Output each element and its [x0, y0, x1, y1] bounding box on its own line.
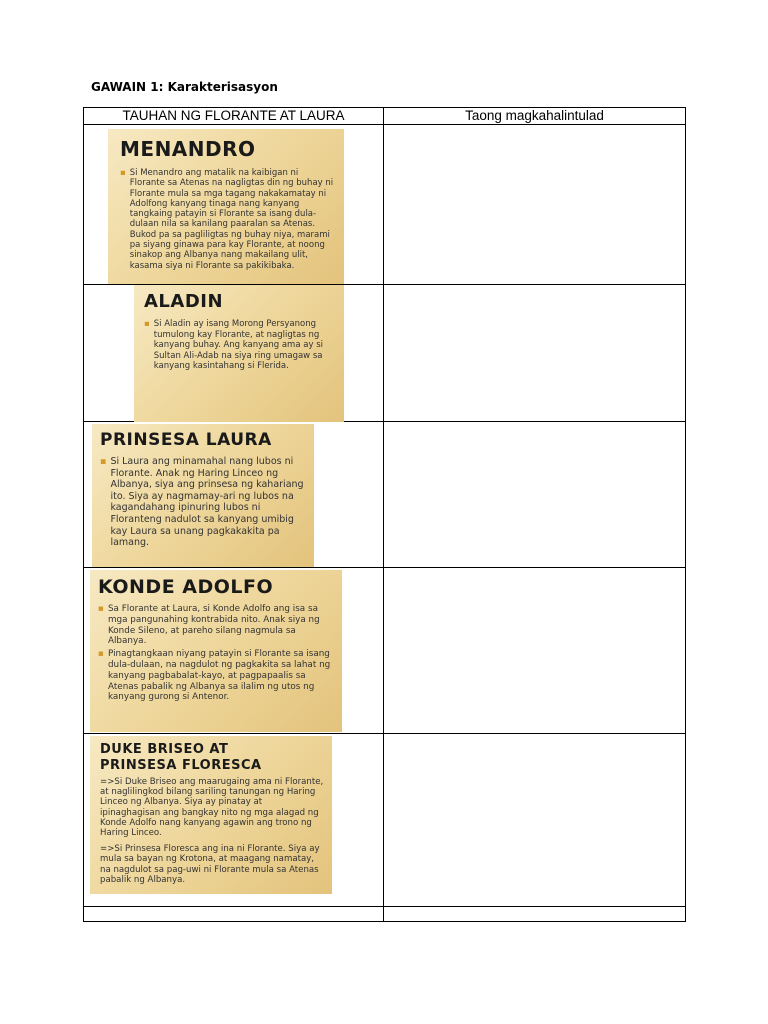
- bullet-icon: ▪: [144, 319, 150, 329]
- character-card-aladin: [134, 285, 344, 422]
- character-name: PRINSESA LAURA: [100, 430, 272, 450]
- character-name: KONDE ADOLFO: [98, 576, 274, 598]
- character-description: ▪ Si Laura ang minamahal nang lubos ni Florante. Anak ng Haring Linceo ng Albanya, siya ang prinsesa ng kahariang ito. Siya ay nagmamay-ari ng lubos na kagandahang ipinuring lubos ni Floranteng nadulot sa kanyang umibig kay Laura sa unang pagkakakita pa lamang.: [100, 456, 304, 549]
- counterpart-cell[interactable]: [384, 125, 686, 285]
- character-name: ALADIN: [144, 291, 224, 312]
- table-header-row: [84, 108, 686, 125]
- character-description: =>Si Prinsesa Floresca ang ina ni Florante. Siya ay mula sa bayan ng Krotona, at maagang namatay, na nagdulot sa pag-uwi ni Florante mula sa Atenas pabalik ng Albanya.: [100, 844, 320, 885]
- bullet-icon: ▪: [120, 168, 126, 178]
- character-name: DUKE BRISEO AT PRINSESA FLORESCA: [100, 742, 262, 773]
- character-name: MENANDRO: [120, 137, 256, 161]
- character-description: =>Si Duke Briseo ang maarugaing ama ni Florante, at naglilingkod bilang sariling tanungan ng Haring Linceo ng Albanya. Siya ay pinatay at ipinaghagisan ang bangkay nito ng mga alagad ng Konde Adolfo nang kanyang agawin ang trono ng Haring Linceo.: [100, 777, 324, 839]
- table-row: [84, 568, 686, 734]
- character-cell: [84, 734, 384, 907]
- table-row: [84, 734, 686, 907]
- column-header-characters: TAUHAN NG FLORANTE AT LAURA: [84, 108, 384, 125]
- character-description: ▪ Si Menandro ang matalik na kaibigan ni Florante sa Atenas na nagligtas din ng buhay ni Florante mula sa mga tagang nakakamatay ni Adolfong kanyang tinaga nang kanyang tangkaing patayin si Florante sa isang dula-dulaan nila sa kanilang paaralan sa Atenas. Bukod pa sa pagliligtas ng buhay niya, marami pa siyang ginawa para kay Florante, at noong sinakop ang Albanya nang makailang ulit, kasama siya ni Florante sa pakikibaka.: [120, 168, 334, 271]
- counterpart-cell[interactable]: [384, 734, 686, 907]
- column-header-counterpart: Taong magkahalintulad: [384, 108, 686, 125]
- bullet-icon: ▪: [98, 604, 104, 614]
- counterpart-cell[interactable]: [384, 907, 686, 922]
- character-description: ▪ Si Aladin ay isang Morong Persyanong tumulong kay Florante, at nagligtas ng kanyang buhay. Ang kanyang ama ay si Sultan Ali-Adab na siya ring umagaw sa kanyang kasintahang si Flerida.: [144, 319, 323, 371]
- table-row: [84, 285, 686, 422]
- character-description: ▪ Pinagtangkaan niyang patayin si Florante sa isang dula-dulaan, na nagdulot ng pagkakita sa lahat ng kanyang pagbabalat-kayo, at pagpapaalis sa Atenas pabalik ng Albanya sa ilalim ng utos ng kanyang gurong si Antenor.: [98, 649, 331, 703]
- character-cell: [84, 422, 384, 568]
- characterization-table: [83, 107, 686, 922]
- character-cell[interactable]: [84, 907, 384, 922]
- character-description: ▪ Sa Florante at Laura, si Konde Adolfo ang isa sa mga pangunahing kontrabida nito. Anak siya ng Konde Sileno, at pareho silang nagmula sa Albanya.: [98, 604, 320, 647]
- counterpart-cell[interactable]: [384, 422, 686, 568]
- counterpart-cell[interactable]: [384, 285, 686, 422]
- character-card-konde-adolfo: [90, 570, 342, 732]
- bullet-icon: ▪: [98, 649, 104, 660]
- character-cell: [84, 125, 384, 285]
- character-cell: [84, 285, 384, 422]
- table-row: [84, 125, 686, 285]
- bullet-icon: ▪: [100, 456, 107, 467]
- character-card-menandro: [108, 129, 344, 284]
- table-row: [84, 907, 686, 922]
- character-card-duke-briseo-prinsesa-floresca: [90, 736, 332, 894]
- counterpart-cell[interactable]: [384, 568, 686, 734]
- table-row: [84, 422, 686, 568]
- page-heading: GAWAIN 1: Karakterisasyon: [91, 80, 278, 94]
- character-cell: [84, 568, 384, 734]
- character-card-prinsesa-laura: [92, 424, 314, 567]
